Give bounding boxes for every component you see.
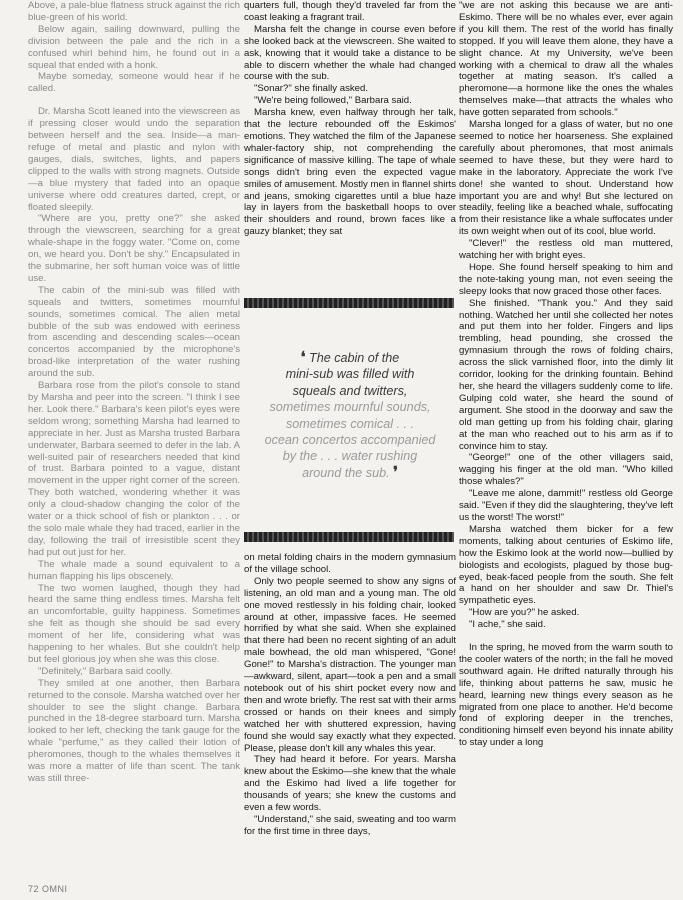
paragraph: Marsha watched them bicker for a few moments, talking about centuries of Eskimo life, how the Eskimo look at the world now—bullied by biologists and ecologists, plagued by those bug-eyed, beak-faced people from the south. She felt a hand on her shoulder and saw Dr. Thiel's sympathetic eyes. [459, 523, 673, 607]
paragraph: Above, a pale-blue flatness struck against the rich blue-green of his world. [28, 0, 240, 23]
paragraph: "Leave me alone, dammit!" restless old George said. "Even if they did the slaughtering, they've left us the worst! The worst!" [459, 488, 673, 523]
pullquote-bottom-rule [244, 532, 454, 542]
pull-quote-line: ocean concertos accompanied [264, 433, 436, 448]
paragraph: "we are not asking this because we are anti-Eskimo. There will be no whales ever, ever again if you kill them. The rest of the world has finally stopped. If you will leave them alone, they have a slight chance. At my University, we've been working with a chemical to draw all the whales together at mating season. It's called a pheromone—a hormone like the ones the whales themselves make—that attracts the whales who have gotten separated from schools." [459, 0, 673, 119]
paragraph: Below again, sailing downward, pulling the division between the pale and the rich in a confused whirl behind him, he found out in a squeal that ended with a honk. [28, 23, 240, 71]
paragraph: Marsha felt the change in course even before she looked back at the viewscreen. She waited to ask, knowing that it would take a distance to be able to discern whether the whale had changed course with the sub. [244, 23, 456, 83]
paragraph: "Sonar?" she finally asked. [254, 83, 369, 95]
page-folio: 72 OMNI [28, 884, 68, 894]
paragraph: "How are you?" he asked. [469, 607, 580, 619]
paragraph: "Where are you, pretty one?" she asked through the viewscreen, searching for a great whale-shape in the foggy water. "Come on, come on, we heard you. Don't be shy." Encapsulated in the submarine, her soft human voice was of little use. [28, 213, 240, 284]
article-column-2-top [244, 0, 456, 238]
article-column-1 [28, 0, 240, 785]
pull-quote-line: The cabin of the [309, 351, 400, 365]
pull-quote-line: sometimes comical . . . [285, 416, 415, 431]
paragraph: Marsha knew, even halfway through her talk, that the lecture rebounded off the Eskimos' emotions. They watched the film of the Japanese whaler-factory ship, not comprehending the significance of massive killing. The tape of whale songs didn't bring even the expected vague smiles of amusement. Mostly men in flannel shirts and jeans, smoking cigarettes until a blue haze lay in layers from the basketball hoops to over their shoulders and round, brown faces like a gauzy blanket; they sat [244, 107, 456, 238]
paragraph: Dr. Marsha Scott leaned into the viewscreen as if pressing closer would undo the separation between herself and the sea. Inside—a man-refuge of metal and plastic and nylon with gauges, dials, switches, lights, and papers clipped to the walls with strong magnets. Outside—a blue mystery that faded into an opaque universe where odd creatures darted, crept, or floated sleepily. [28, 106, 240, 213]
paragraph: quarters full, though they'd traveled far from the coast leaking a fragrant trail. [244, 0, 456, 23]
close-quote-icon: ❜ [393, 463, 398, 481]
paragraph: on metal folding chairs in the modern gymnasium of the village school. [244, 552, 456, 575]
paragraph: They smiled at one another, then Barbara returned to the console. Marsha watched over her shoulder to see the slight change. Barbara punched in the 18-degree starboard turn. Marsha looked to her left, checking the tank gauge for the whale "perfume," as they called their lotion of pheromones, though to the whales themselves it was more a matter of life than scent. The tank was still three- [28, 677, 240, 784]
pull-quote [244, 350, 456, 481]
paragraph: They had heard it before. For years. Marsha knew about the Eskimo—she knew that the whale and the Eskimo had lived a life together for thousands of years; she knew the customs and even a few words. [244, 754, 456, 814]
paragraph: "We're being followed," Barbara said. [254, 95, 412, 107]
paragraph: "I ache," she said. [469, 619, 546, 631]
pull-quote-line: sometimes mournful sounds, [269, 400, 431, 415]
paragraph: In the spring, he moved from the warm south to the cooler waters of the north; in the fall he moved southward again. He drifted naturally through his life, thinking about patterns he saw, music he heard, learning new things every season as he migrated from one place to another. He'd become fond of exploring deeper in the trenches, conditioning himself even beyond his innate ability to stay under a long [459, 642, 673, 749]
article-column-2-bottom [244, 552, 456, 838]
paragraph: "Definitely," Barbara said coolly. [38, 665, 173, 677]
pull-quote-line: squeals and twitters, [292, 383, 408, 398]
pull-quote-line: by the . . . water rushing [282, 449, 418, 464]
pull-quote-line: mini-sub was filled with [285, 367, 415, 382]
paragraph: Maybe someday, someone would hear if he called. [28, 71, 240, 95]
paragraph: The two women laughed, though they had heard the same thing endless times. Marsha felt an uncomfortable, guilty happiness. Sometimes she felt as though she should be sad every moment of her life, considering what was happening to her whales. But she couldn't help but feel glorious joy when she was this close. [28, 582, 240, 665]
open-quote-icon: ❛ [300, 349, 306, 366]
paragraph: She finished. "Thank you." And they said nothing. Watched her until she collected her notes and put them into her folder. Fingers and lips trembling, head pounding, she crossed the gymnasium through the rows of folding chairs, across the slick varnished floor, into the dimly lit corridor, looking for the drinking fountain. Behind her, she heard the villagers suddenly come to life. Gulping cold water, she heard the sound of argument. She stood in the doorway and saw the old man getting up from his folding chair, glaring at the man who reached out to his arm as if to convince him to stay. [459, 297, 673, 452]
pull-quote-line: around the sub. [302, 465, 390, 480]
pullquote-top-rule [244, 298, 454, 308]
paragraph: Only two people seemed to show any signs of listening, an old man and a young man. The old one moved restlessly in his folding chair, looked around at other, impassive faces. He seemed horrified by what she said. When she explained that there had been no recent sighting of an adult male bowhead, the old man whispered, "Gone! Gone!" to Marsha's distraction. The younger man—awkward, silent, apart—took a pen and a small notebook out of his shirt pocket every now and then and wrote briefly. The rest sat with their arms crossed or hands on their knees and simply watched her with shuttered expression, having found she would say exactly what they expected. Please, please don't kill any whales this year. [244, 575, 456, 754]
paragraph: "Clever!" the restless old man muttered, watching her with bright eyes. [459, 238, 673, 262]
paragraph: Marsha longed for a glass of water, but no one seemed to notice her hoarseness. She explained carefully about pheromones, that most animals seemed to have these, but they were hard to make in the laboratory. Appreciate the work I've done! she wanted to shout. Understand how important you are and why! But she lectured on steadily, feeling like a beached whale, suffocating from their resistance like a whale suffocates under its own weight when out of its cool, blue world. [459, 119, 673, 238]
paragraph: Hope. She found herself speaking to him and the note-taking young man, not even seeing the sleepy looks that now graced those other faces. [459, 261, 673, 297]
paragraph: "George!" one of the other villagers said, wagging his finger at the old man. "Who killed those whales?" [459, 452, 673, 488]
paragraph: The whale made a sound equivalent to a human flapping his lips obscenely. [28, 558, 240, 582]
paragraph: "Understand," she said, sweating and too warm for the first time in three days, [244, 813, 456, 837]
article-column-3 [459, 0, 673, 749]
paragraph: The cabin of the mini-sub was filled with squeals and twitters, sometimes mournful sounds, sometimes comical. The alien metal bubble of the sub was endowed with eeriness from ascending and descending scales—ocean concertos accompanied by the microphone's broad-like interpretation of the water rushing around the sub. [28, 284, 240, 380]
paragraph: Barbara rose from the pilot's console to stand by Marsha and peer into the screen. "I think I see her. Look there." Barbara's keen pilot's eyes were seldom wrong; something Marsha had learned to appreciate in her. Just as Marsha trusted Barbara underwater, Barbara seemed to defer in the lab. A well-suited pair of researchers needed that kind of trust. Barbara pointed to a vague, distant movement in the upper right corner of the screen. They both watched, wondering whether it was only a cloud-shadow changing the color of the water or a thick school of fish or plankton . . . or the solo male whale they had traced, earlier in the day, following the trail of irresistible scent they had put out just for her. [28, 380, 240, 558]
